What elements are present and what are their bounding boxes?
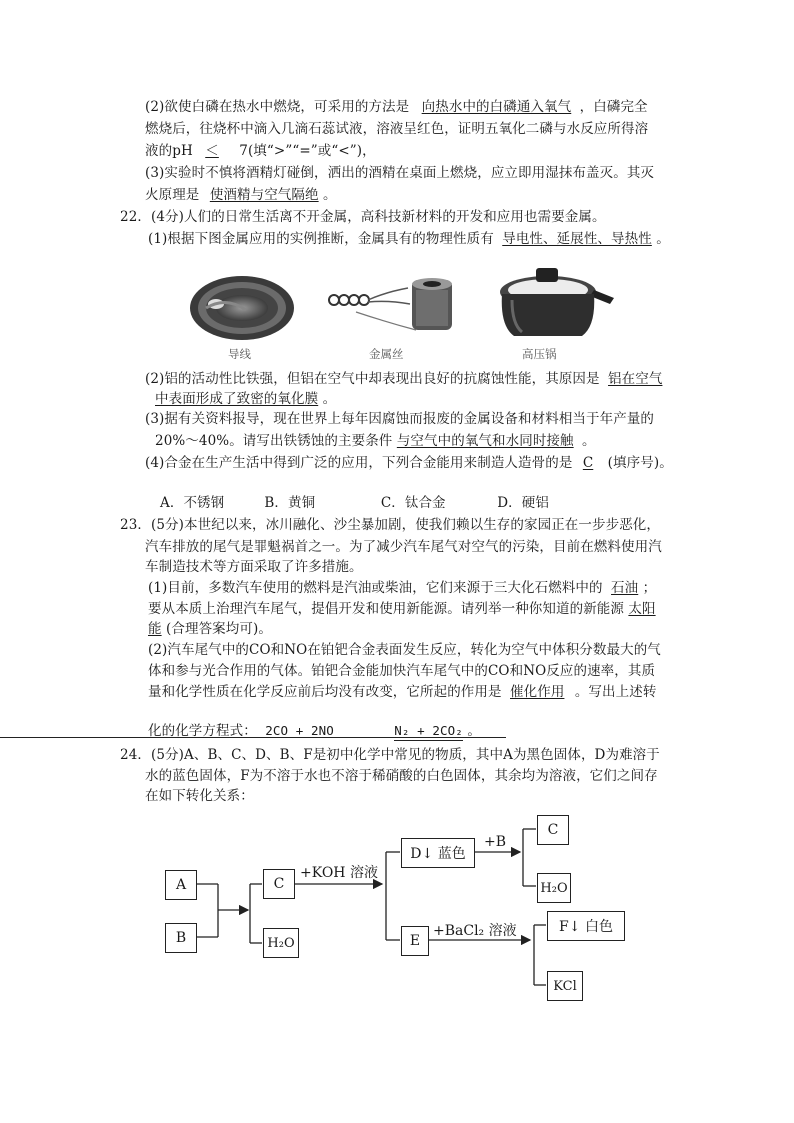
q23-part2-line2: 体和参与光合作用的气体。铂钯合金能加快汽车尾气中的CO和NO反应的速率，其质 [148,663,656,679]
q23-p2-text-d: 。写出上述转 [574,684,657,700]
answer-blank: 使酒精与空气隔绝 [209,187,319,203]
equation-left: 2CO + 2NO [265,723,334,738]
option-b: B．黄铜 [264,495,316,511]
q22-p3-end: 。 [582,433,596,449]
q23-p1-text-c: 要从本质上治理汽车尾气，提倡开发和使用新能源。请列举一种你知道的新能源 [148,601,624,617]
option-d: D．硬铝 [497,495,549,511]
answer-blank: C [582,455,594,471]
photo-caption-cooker: 高压锅 [522,347,557,361]
q22-p2-text: (2)铝的活动性比铁强，但铝在空气中却表现出良好的抗腐蚀性能，其原因是 [145,371,600,387]
answer-blank: 铝在空气 [608,371,663,387]
q22-p1-text: (1)根据下图金属应用的实例推断，金属具有的物理性质有 [148,231,494,247]
node-kcl: KCl [547,971,583,1001]
q23-line2: 汽车排放的尾气是罪魁祸首之一。为了减少汽车尾气对空气的污染，目前在燃料使用汽 [145,539,662,555]
node-h2o-2: H₂O [537,873,571,903]
node-c-2: C [537,815,569,845]
answer-blank: 中表面形成了致密的氧化膜 [155,391,319,407]
q23-part2-line1: (2)汽车尾气中的CO和NO在铂钯合金表面发生反应，转化为空气中体积分数最大的气 [148,642,661,658]
answer-blank: ＜ [205,143,219,159]
reagent-koh-label: +KOH 溶液 [300,865,378,881]
q23-p2-text-c: 量和化学性质在化学反应前后均没有改变，它所起的作用是 [148,684,502,700]
node-c: C [263,869,295,899]
reagent-b-label: +B [484,834,507,850]
q23-p1-semicolon: ； [642,580,657,596]
q24-line1: 24．(5分)A、B、C、D、B、F是初中化学中常见的物质，其中A为黑色固体，D为难溶于 [120,747,660,763]
equation-right: N₂ + 2CO₂ [394,722,463,741]
answer-blank: 能 [148,621,162,637]
node-a: A [165,870,197,900]
answer-blank: 太阳 [628,601,656,617]
reagent-bacl2-label: +BaCl₂ 溶液 [433,923,517,939]
q23-title: 23．(5分)本世纪以来，冰川融化、沙尘暴加剧，使我们赖以生存的家园正在一步步恶化， [120,517,660,533]
q21-part3-line1: (3)实验时不慎将酒精灯碰倒，洒出的酒精在桌面上燃烧，应立即用湿抹布盖灭。其灭 [145,165,655,181]
equation-end: 。 [467,723,481,739]
node-d: D↓ 蓝色 [401,838,475,868]
equation-label: 化的化学方程式： [148,723,257,739]
q24-line3: 在如下转化关系： [145,788,254,804]
option-a: A．不锈钢 [160,495,225,511]
q22-part3-line1: (3)据有关资料报导，现在世界上每年因腐蚀而报废的金属设备和材料相当于年产量的 [145,411,655,427]
q22-p3-text-b: 20%～40%。请写出铁锈蚀的主要条件 [155,433,393,449]
q21-part2-line2: 燃烧后，往烧杯中滴入几滴石蕊试液，溶液呈红色，证明五氧化二磷与水反应所得溶 [145,121,649,137]
q22-p4-end: (填序号)。 [607,455,673,471]
photo-caption-metal-wire: 金属丝 [369,347,404,361]
q23-line3: 车制造技术等方面采取了许多措施。 [145,559,363,575]
q24-line2: 水的蓝色固体，F为不溶于水也不溶于稀硝酸的白色固体，其余均为溶液，它们之间存 [145,768,658,784]
q22-p1-end: 。 [656,231,670,247]
node-h2o-1: H₂O [263,928,299,958]
q23-p1-text: (1)目前，多数汽车使用的燃料是汽油或柴油，它们来源于三大化石燃料中的 [148,580,603,596]
option-c: C．钛合金 [380,495,446,511]
answer-blank: 导电性、延展性、导热性 [502,231,652,247]
answer-blank: 与空气中的氧气和水同时接触 [396,433,574,449]
q21-p2-text-e: 7(填“>”“=”或“<”)， [239,143,376,159]
q21-p3-text-c: 。 [323,187,337,203]
q22-p4-text: (4)合金在生产生活中得到广泛的应用，下列合金能用来制造人造骨的是 [145,455,573,471]
node-e: E [401,926,429,956]
q21-p2-text-d: 液的pH [145,143,193,159]
photo-caption-wire: 导线 [228,347,251,361]
q21-p2-text-b: ，白磷完全 [579,99,648,115]
node-f: F↓ 白色 [547,911,625,941]
answer-blank: 向热水中的白磷通入氧气 [421,99,572,115]
answer-blank: 石油 [611,580,639,596]
q21-p2-text: (2)欲使白磷在热水中燃烧，可采用的方法是 [145,99,410,115]
q22-title: 22．(4分)人们的日常生活离不开金属，高科技新材料的开发和应用也需要金属。 [120,209,606,225]
answer-blank: 催化作用 [510,684,565,700]
q22-p2-end: 。 [322,391,337,407]
q23-p1-text-d: (合理答案均可)。 [166,621,272,637]
q21-p3-text-b: 火原理是 [145,187,200,203]
node-b: B [165,923,197,953]
